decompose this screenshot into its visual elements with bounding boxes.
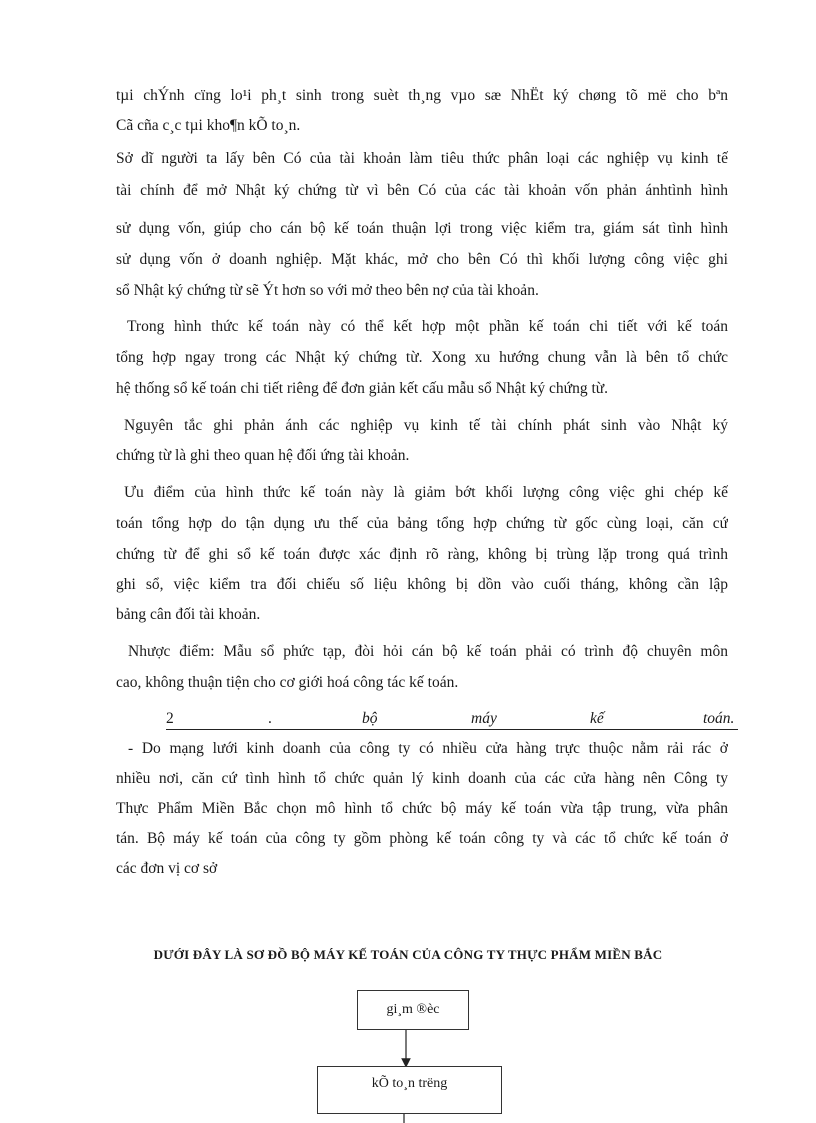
- text-line: nhiều nơi, căn cứ tình hình tổ chức quản lý kinh doanh của các cửa hàng nên Công ty: [116, 770, 728, 787]
- text-line: hệ thống sổ kế toán chi tiết riêng để đơn giản kết cấu mẫu sổ Nhật ký chứng từ.: [116, 380, 609, 397]
- diagram-title: DƯỚI ĐÂY LÀ SƠ ĐỒ BỘ MÁY KẾ TOÁN CỦA CÔNG TY THỰC PHẨM MIỀN BẮC: [153, 947, 663, 962]
- director-box: [357, 990, 469, 1030]
- heading-word: kế: [590, 710, 604, 727]
- chief-accountant-box: [317, 1066, 502, 1114]
- chief-accountant-label: kÕ to¸n trëng: [371, 1076, 448, 1091]
- text-line: Sở dĩ người ta lấy bên Có của tài khoản làm tiêu thức phân loại các nghiệp vụ kinh tế: [116, 150, 728, 167]
- heading-word: bộ: [362, 710, 378, 727]
- text-line: - Do mạng lưới kinh doanh của công ty có nhiều cửa hàng trực thuộc nằm rải rác ở: [128, 740, 728, 757]
- text-line: Thực Phẩm Miền Bắc chọn mô hình tổ chức bộ máy kế toán vừa tập trung, vừa phân: [116, 800, 728, 817]
- text-line: chứng từ là ghi theo quan hệ đối ứng tài khoản.: [116, 447, 410, 464]
- text-line: sử dụng vốn ở doanh nghiệp. Mặt khác, mở cho bên Có thì khối lượng công việc ghi: [116, 251, 728, 268]
- director-label: gi¸m ®èc: [386, 1002, 440, 1017]
- text-line: Nhược điểm: Mẫu sổ phức tạp, đòi hỏi cán bộ kế toán phải có trình độ chuyên môn: [128, 643, 728, 660]
- heading-dot: .: [268, 710, 272, 727]
- text-line: tán. Bộ máy kế toán của công ty gồm phòng kế toán công ty và các tổ chức kế toán ở: [116, 830, 728, 847]
- text-line: Trong hình thức kế toán này có thể kết hợp một phần kế toán chi tiết với kế toán: [127, 318, 728, 335]
- heading-number: 2: [166, 710, 174, 727]
- heading-word: máy: [471, 710, 497, 727]
- text-line: sử dụng vốn, giúp cho cán bộ kế toán thuận lợi trong việc kiểm tra, giám sát tình hình: [116, 220, 728, 237]
- text-line: bảng cân đối tài khoản.: [116, 606, 261, 623]
- text-line: ghi sổ, việc kiểm tra đối chiếu số liệu không bị dồn vào cuối tháng, không cần lập: [116, 576, 728, 593]
- text-line: tài chính để mở Nhật ký chứng từ vì bên Có của các tài khoản vốn phản ánhtình hình: [116, 182, 728, 199]
- text-line: các đơn vị cơ sở: [116, 860, 218, 877]
- text-line: tµi chÝnh cïng lo¹i ph¸t sinh trong suèt th¸ng vµo sæ NhËt ký chøng tõ më cho bªn: [116, 87, 728, 104]
- text-line: Nguyên tắc ghi phản ánh các nghiệp vụ kinh tế tài chính phát sinh vào Nhật ký: [124, 417, 728, 434]
- text-line: Ưu điểm của hình thức kế toán này là giảm bớt khối lượng công việc ghi chép kế: [124, 484, 728, 501]
- text-line: Cã cña c¸c tµi kho¶n kÕ to¸n.: [116, 117, 301, 134]
- text-line: toán tổng hợp do tận dụng ưu thế của bảng tổng hợp chứng từ gốc cùng loại, căn cứ: [116, 515, 728, 532]
- text-line: sổ Nhật ký chứng từ sẽ Ýt hơn so với mở theo bên nợ của tài khoản.: [116, 282, 539, 299]
- text-line: chứng từ để ghi sổ kế toán được xác định rõ ràng, không bị trùng lặp trong quá trình: [116, 546, 728, 563]
- text-line: tổng hợp ngay trong các Nhật ký chứng từ. Xong xu hướng chung vẫn là bên tổ chức: [116, 349, 728, 366]
- heading-word: toán.: [703, 710, 735, 727]
- text-line: cao, không thuận tiện cho cơ giới hoá công tác kế toán.: [116, 674, 459, 691]
